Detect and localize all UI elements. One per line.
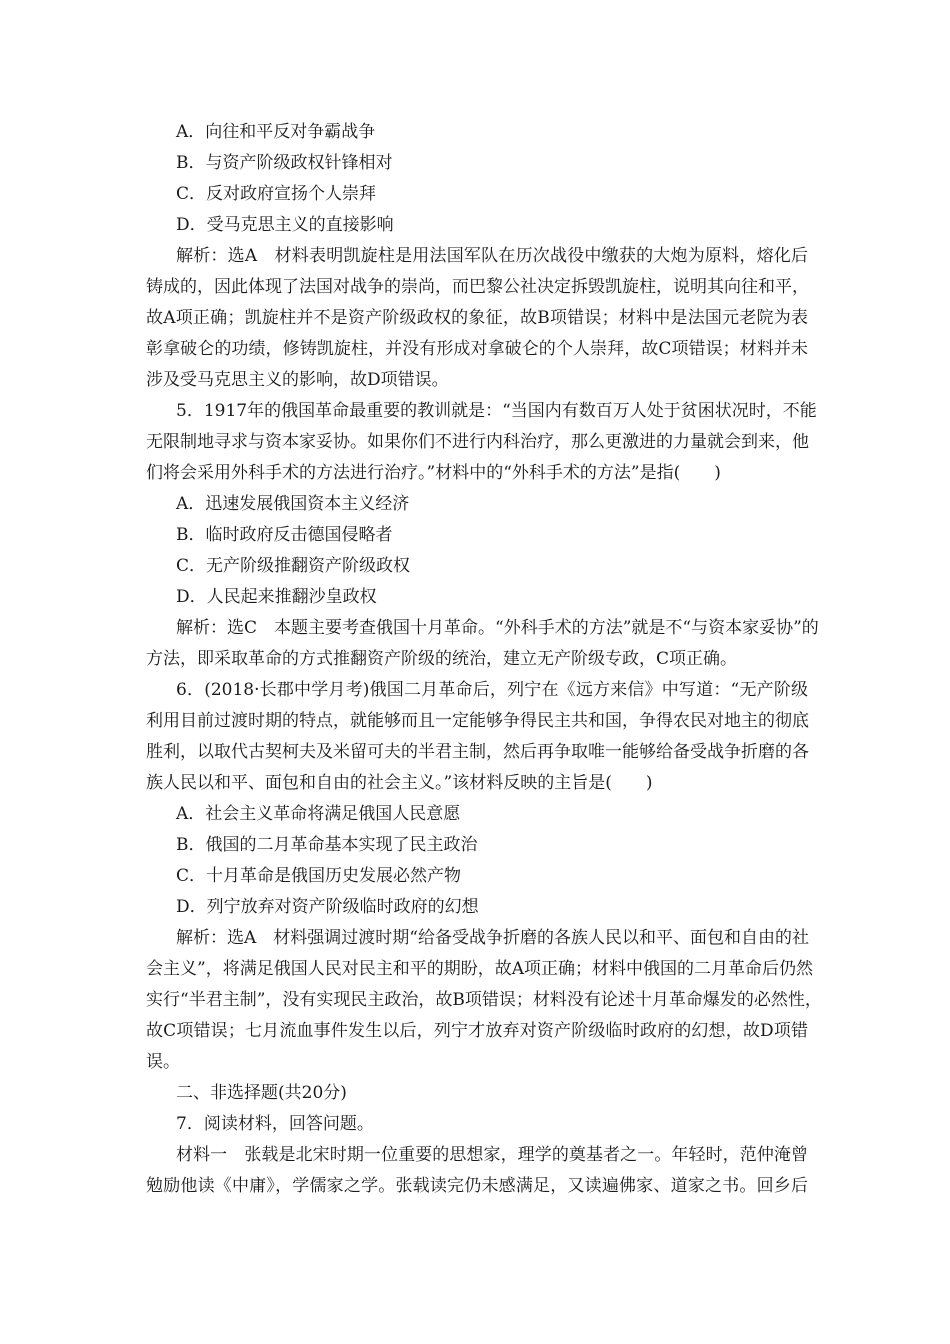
q5-option-b: B．临时政府反击德国侵略者 bbox=[176, 525, 393, 545]
q6-option-c: C．十月革命是俄国历史发展必然产物 bbox=[176, 866, 462, 886]
q4-option-c: C．反对政府宣扬个人崇拜 bbox=[176, 184, 377, 204]
q5-option-c: C．无产阶级推翻资产阶级政权 bbox=[176, 556, 411, 576]
q6-option-a: A．社会主义革命将满足俄国人民意愿 bbox=[176, 804, 461, 824]
q6-analysis-line: 误。 bbox=[146, 1052, 180, 1072]
q5-stem-line: 5．1917年的俄国革命最重要的教训就是：“当国内有数百万人处于贫困状况时，不能 bbox=[176, 401, 817, 421]
q4-analysis-line: 故A项正确；凯旋柱并不是资产阶级政权的象征，故B项错误；材料中是法国元老院为表 bbox=[146, 308, 808, 328]
q6-stem-line: 6．(2018·长郡中学月考)俄国二月革命后，列宁在《远方来信》中写道：“无产阶级 bbox=[176, 680, 808, 700]
q5-analysis-line: 方法，即采取革命的方式推翻资产阶级的统治，建立无产阶级专政，C项正确。 bbox=[146, 649, 738, 669]
q5-stem-line: 无限制地寻求与资本家妥协。如果你们不进行内科治疗，那么更激进的力量就会到来，他 bbox=[146, 432, 809, 452]
q5-stem-line: 们将会采用外科手术的方法进行治疗。”材料中的“外科手术的方法”是指( ) bbox=[146, 463, 721, 483]
q6-analysis-line: 实行“半君主制”，没有实现民主政治，故B项错误；材料没有论述十月革命爆发的必然性， bbox=[146, 990, 822, 1010]
q4-analysis-line: 彰拿破仑的功绩，修铸凯旋柱，并没有形成对拿破仑的个人崇拜，故C项错误；材料并未 bbox=[146, 339, 808, 359]
q6-analysis-line: 解析：选A 材料强调过渡时期“给备受战争折磨的各族人民以和平、面包和自由的社 bbox=[176, 928, 809, 948]
q4-analysis-line: 解析：选A 材料表明凯旋柱是用法国军队在历次战役中缴获的大炮为原料，熔化后 bbox=[176, 246, 808, 266]
q6-option-d: D．列宁放弃对资产阶级临时政府的幻想 bbox=[176, 897, 479, 917]
q4-analysis-line: 铸成的，因此体现了法国对战争的崇尚，而巴黎公社决定拆毁凯旋柱，说明其向往和平， bbox=[146, 277, 809, 297]
q5-option-a: A．迅速发展俄国资本主义经济 bbox=[176, 494, 410, 514]
q5-option-d: D．人民起来推翻沙皇政权 bbox=[176, 587, 377, 607]
q6-stem-line: 胜利，以取代古契柯夫及米留可夫的半君主制，然后再争取唯一能够给备受战争折磨的各 bbox=[146, 742, 809, 762]
q5-analysis-line: 解析：选C 本题主要考查俄国十月革命。“外科手术的方法”就是不“与资本家妥协”的 bbox=[176, 618, 819, 638]
q4-option-d: D．受马克思主义的直接影响 bbox=[176, 215, 394, 235]
q6-analysis-line: 故C项错误；七月流血事件发生以后，列宁才放弃对资产阶级临时政府的幻想，故D项错 bbox=[146, 1021, 808, 1041]
section-heading: 二、非选择题(共20分) bbox=[176, 1083, 347, 1103]
q7-material-line: 材料一 张载是北宋时期一位重要的思想家，理学的奠基者之一。年轻时，范仲淹曾 bbox=[176, 1145, 808, 1165]
q6-stem-line: 利用目前过渡时期的特点，就能够而且一定能够争得民主共和国，争得农民对地主的彻底 bbox=[146, 711, 809, 731]
q4-option-a: A．向往和平反对争霸战争 bbox=[176, 122, 376, 142]
q4-analysis-line: 涉及受马克思主义的影响，故D项错误。 bbox=[146, 370, 449, 390]
q6-stem-line: 族人民以和平、面包和自由的社会主义。”该材料反映的主旨是( ) bbox=[146, 773, 653, 793]
q6-analysis-line: 会主义”，将满足俄国人民对民主和平的期盼，故A项正确；材料中俄国的二月革命后仍然 bbox=[146, 959, 813, 979]
q4-option-b: B．与资产阶级政权针锋相对 bbox=[176, 153, 393, 173]
q7-material-line: 勉励他读《中庸》，学儒家之学。张载读完仍未感满足，又读遍佛家、道家之书。回乡后 bbox=[146, 1176, 808, 1196]
q6-option-b: B．俄国的二月革命基本实现了民主政治 bbox=[176, 835, 478, 855]
q7-stem: 7．阅读材料，回答问题。 bbox=[176, 1114, 374, 1134]
